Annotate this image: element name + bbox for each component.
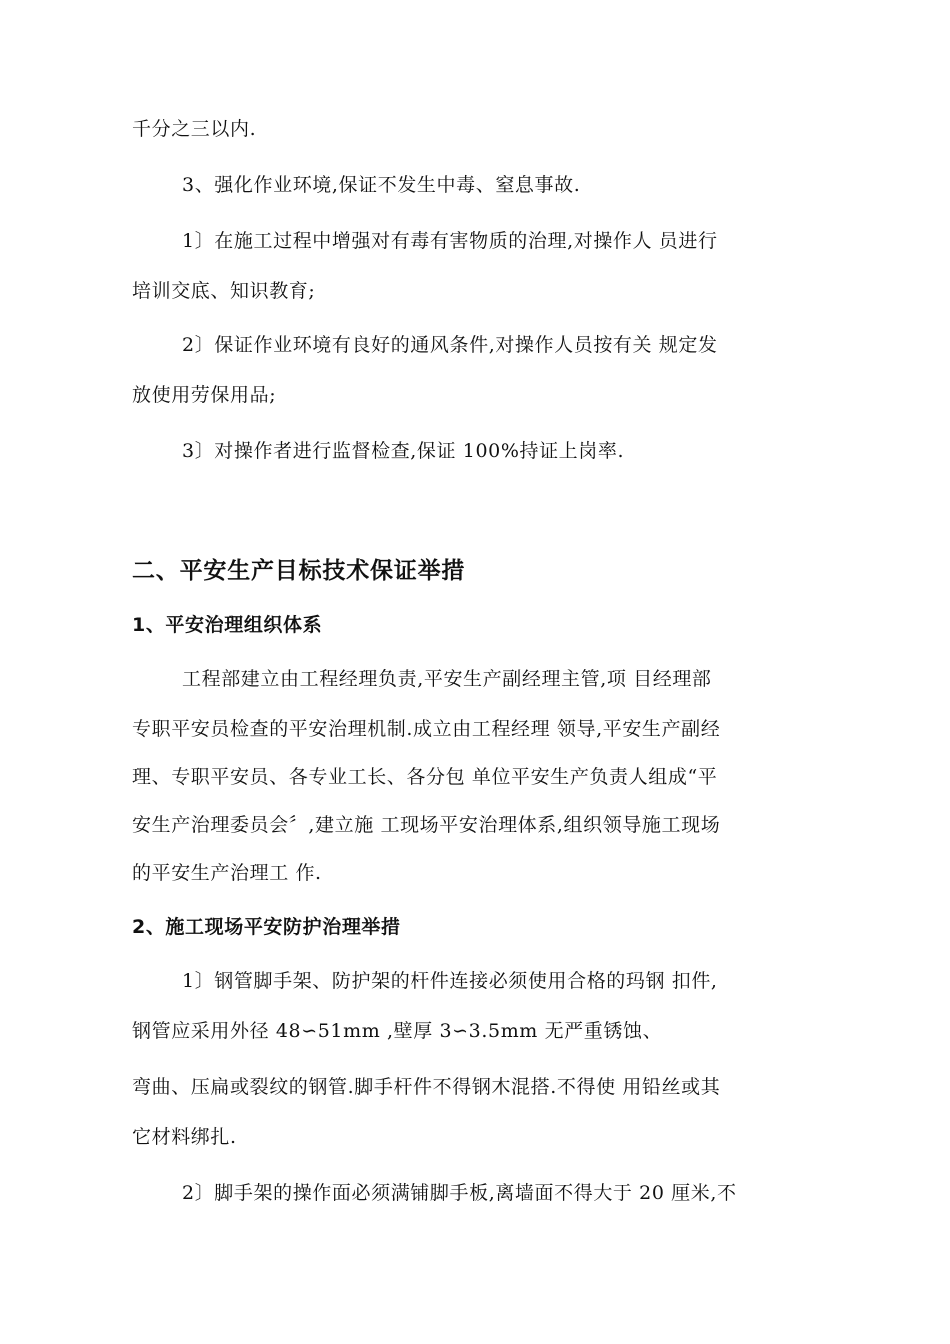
list-item-line: 1〕钢管脚手架、防护架的杆件连接必须使用合格的玛钢 扣件, [182,970,718,992]
list-item-3-2-line: 2〕保证作业环境有良好的通风条件,对操作人员按有关 规定发 [182,334,718,356]
paragraph-line: 专职平安员检查的平安治理机制.成立由工程经理 领导,平安生产副经 [132,718,721,740]
list-item-3-1-line: 培训交底、知识教育; [132,280,316,302]
list-item-line: 它材料绑扎. [132,1126,237,1148]
paragraph-line: 千分之三以内. [132,118,257,140]
paragraph-line: 的平安生产治理工 作. [132,862,322,884]
subsection-heading: 1、平安治理组织体系 [132,614,323,636]
subsection-heading: 2、施工现场平安防护治理举措 [132,916,401,938]
list-item-3-3: 3〕对操作者进行监督检查,保证 100%持证上岗率. [182,440,625,462]
paragraph-line: 安生产治理委员会〞,建立施 工现场平安治理体系,组织领导施工现场 [132,814,721,836]
paragraph-line: 理、专职平安员、各专业工长、各分包 单位平安生产负责人组成“平 [132,766,718,788]
list-item-3-2-line: 放使用劳保用品; [132,384,277,406]
list-item-line: 2〕脚手架的操作面必须满铺脚手板,离墙面不得大于 20 厘米,不 [182,1182,737,1204]
list-item-3: 3、强化作业环境,保证不发生中毒、窒息事故. [182,174,581,196]
list-item-3-1-line: 1〕在施工过程中增强对有毒有害物质的治理,对操作人 员进行 [182,230,718,252]
list-item-line: 钢管应采用外径 48∽51mm ,壁厚 3∽3.5mm 无严重锈蚀、 [132,1020,663,1042]
paragraph-line: 工程部建立由工程经理负责,平安生产副经理主管,项 目经理部 [182,668,712,690]
list-item-line: 弯曲、压扁或裂纹的钢管.脚手杆件不得钢木混搭.不得使 用铅丝或其 [132,1076,721,1098]
section-heading: 二、平安生产目标技术保证举措 [132,558,466,584]
